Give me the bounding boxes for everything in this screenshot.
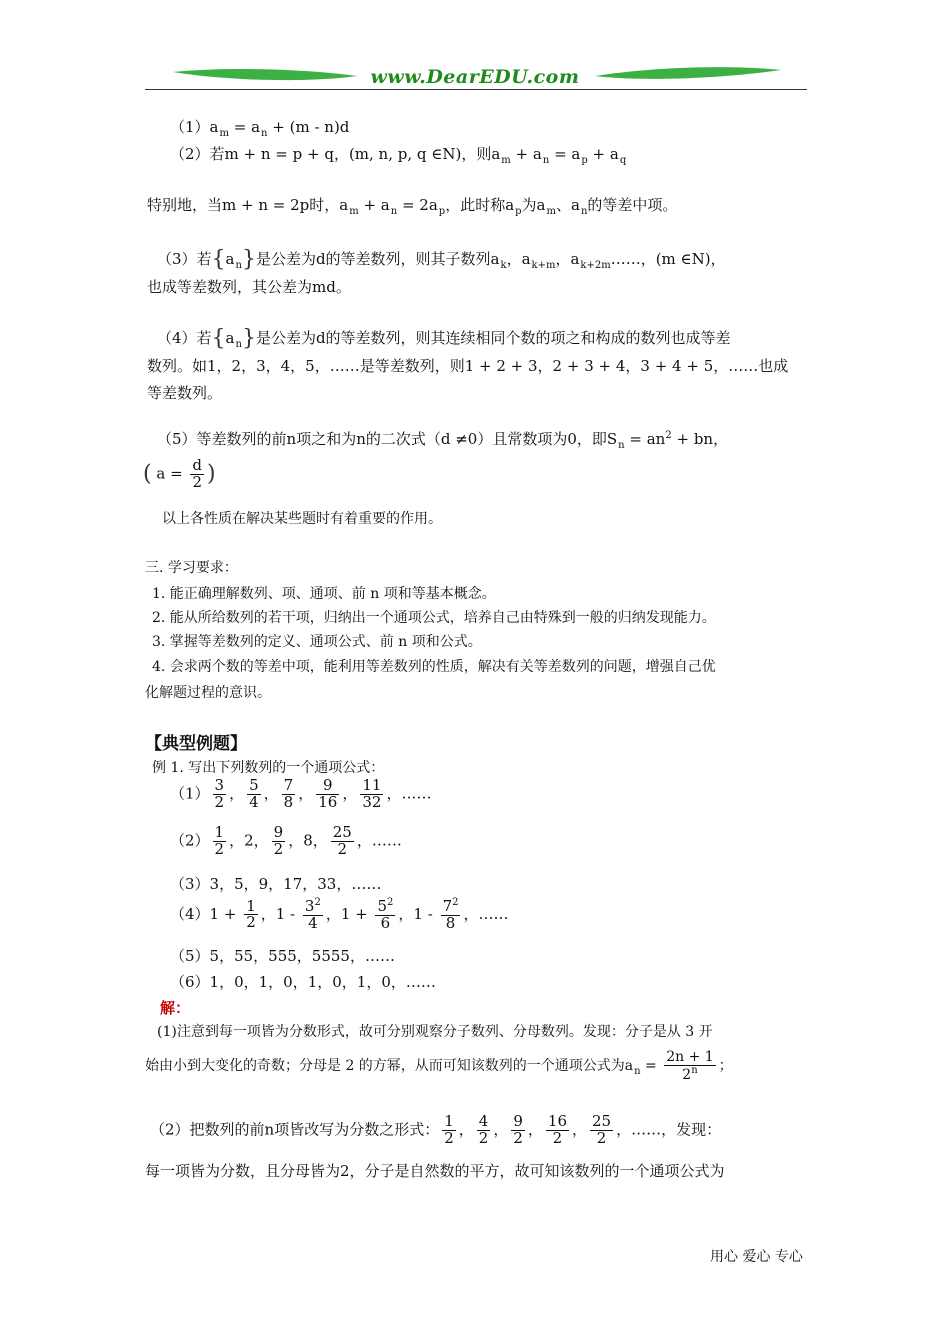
special-case-text: 特别地，当m + n = 2p时，$a_m + a_n = 2a_p$，此时称$a_p$为$a_m$、$a_n$的等差中项。: [147, 196, 678, 217]
property-number: （1）: [170, 118, 210, 136]
requirement-item: 化解题过程的意识。: [145, 685, 271, 701]
requirement-item: 2. 能从所给数列的若干项，归纳出一个通项公式，培养自己由特殊到一般的归纳发现能力。: [152, 610, 716, 626]
property-1: $(1)a_m = a_n + (m - n)d$: [170, 118, 350, 139]
example-item-1: （1） $\frac{3}{2}$ ， $\frac{5}{4}$ ， $\frac{7}{8}$ ， $\frac{9}{16}$ ， $\frac{11}{32}$ ，……: [170, 776, 432, 811]
property-2: （2）若m + n = p + q，(m, n, p, q ∈N)，则$a_m + a_n = a_p + a_q$: [170, 145, 627, 166]
example-item-2: （2） $\frac{1}{2}$ ，2， $\frac{9}{2}$ ，8， $\frac{25}{2}$ ，……: [170, 823, 402, 858]
property-4-line-3: 等差数列。: [147, 384, 223, 402]
example-item-5: （5）5，55，555，5555，……: [170, 947, 395, 965]
example-item-3: （3）3，5，9，17，33，……: [170, 875, 382, 893]
property-4-line-2: 数列。如1，2，3，4，5，……是等差数列，则1 + 2 + 3，2 + 3 + 4，3 + 4 + 5，……也成: [147, 357, 789, 375]
requirement-item: 4. 会求两个数的等差中项，能利用等差数列的性质，解决有关等差数列的问题，增强自己优: [152, 659, 716, 675]
property-number: （2）: [170, 145, 210, 163]
example-item-4: （4）1 + $\frac{1}{2}$ ，1 - $\frac{3^2}{4}$ ，1 + $\frac{5^2}{6}$ ，1 - $\frac{7^2}{8}$ ，……: [170, 896, 509, 932]
property-5-line-2: ( a = $\frac{d}{2}$ ): [143, 456, 216, 491]
requirements-title: 三. 学习要求：: [145, 560, 238, 576]
property-3-line-1: （3）若$\{a_n\}$是公差为d的等差数列，则其子数列$a_k$，$a_{k+m}$，$a_{k+2m}\dots\dots$，(m ∈N)，: [157, 247, 726, 272]
solution-2-line-1: （2）把数列的前n项皆改写为分数之形式： $\frac{1}{2}$ ， $\frac{4}{2}$ ， $\frac{9}{2}$ ， $\frac{16}{2}$ ， $\frac{25}{2}$ ，……，发现：: [150, 1112, 722, 1147]
requirement-item: 3. 掌握等差数列的定义、通项公式、前 n 项和公式。: [152, 634, 482, 650]
solution-1-line-2: 始由小到大变化的奇数；分母是 2 的方幂，从而可知该数列的一个通项公式为$a_n$ = $\frac{2n + 1}{2^n}$ ；: [145, 1049, 733, 1083]
requirement-item: 1. 能正确理解数列、项、通项、前 n 项和等基本概念。: [152, 586, 496, 602]
site-brand: www.DearEDU.com: [370, 66, 580, 88]
property-3-line-2: 也成等差数列，其公差为md。: [147, 278, 351, 296]
property-4-line-1: （4）若$\{a_n\}$是公差为d的等差数列，则其连续相同个数的项之和构成的数列也成等差: [157, 326, 731, 351]
solution-1-line-1: (1)注意到每一项皆为分数形式，故可分别观察分子数列、分母数列。发现：分子是从 3 开: [157, 1024, 713, 1040]
property-5-line-1: （5）等差数列的前n项之和为n的二次式（d ≠0）且常数项为0，即$S_n = an^2$ + bn，: [157, 430, 729, 451]
solution-2-line-2: 每一项皆为分数，且分母皆为2，分子是自然数的平方，故可知该数列的一个通项公式为: [145, 1162, 725, 1180]
example-item-6: （6）1，0，1，0，1，0，1，0，……: [170, 973, 436, 991]
page-header: [145, 62, 807, 92]
section-title-examples: 【典型例题】: [145, 734, 247, 754]
solution-label: 解：: [160, 999, 191, 1017]
example-1-prompt: 例 1. 写出下列数列的一个通项公式：: [152, 760, 385, 776]
header-rule: [145, 89, 807, 90]
page-footer: 用心 爱心 专心: [710, 1249, 803, 1265]
summary-text: 以上各性质在解决某些题时有着重要的作用。: [162, 511, 442, 527]
